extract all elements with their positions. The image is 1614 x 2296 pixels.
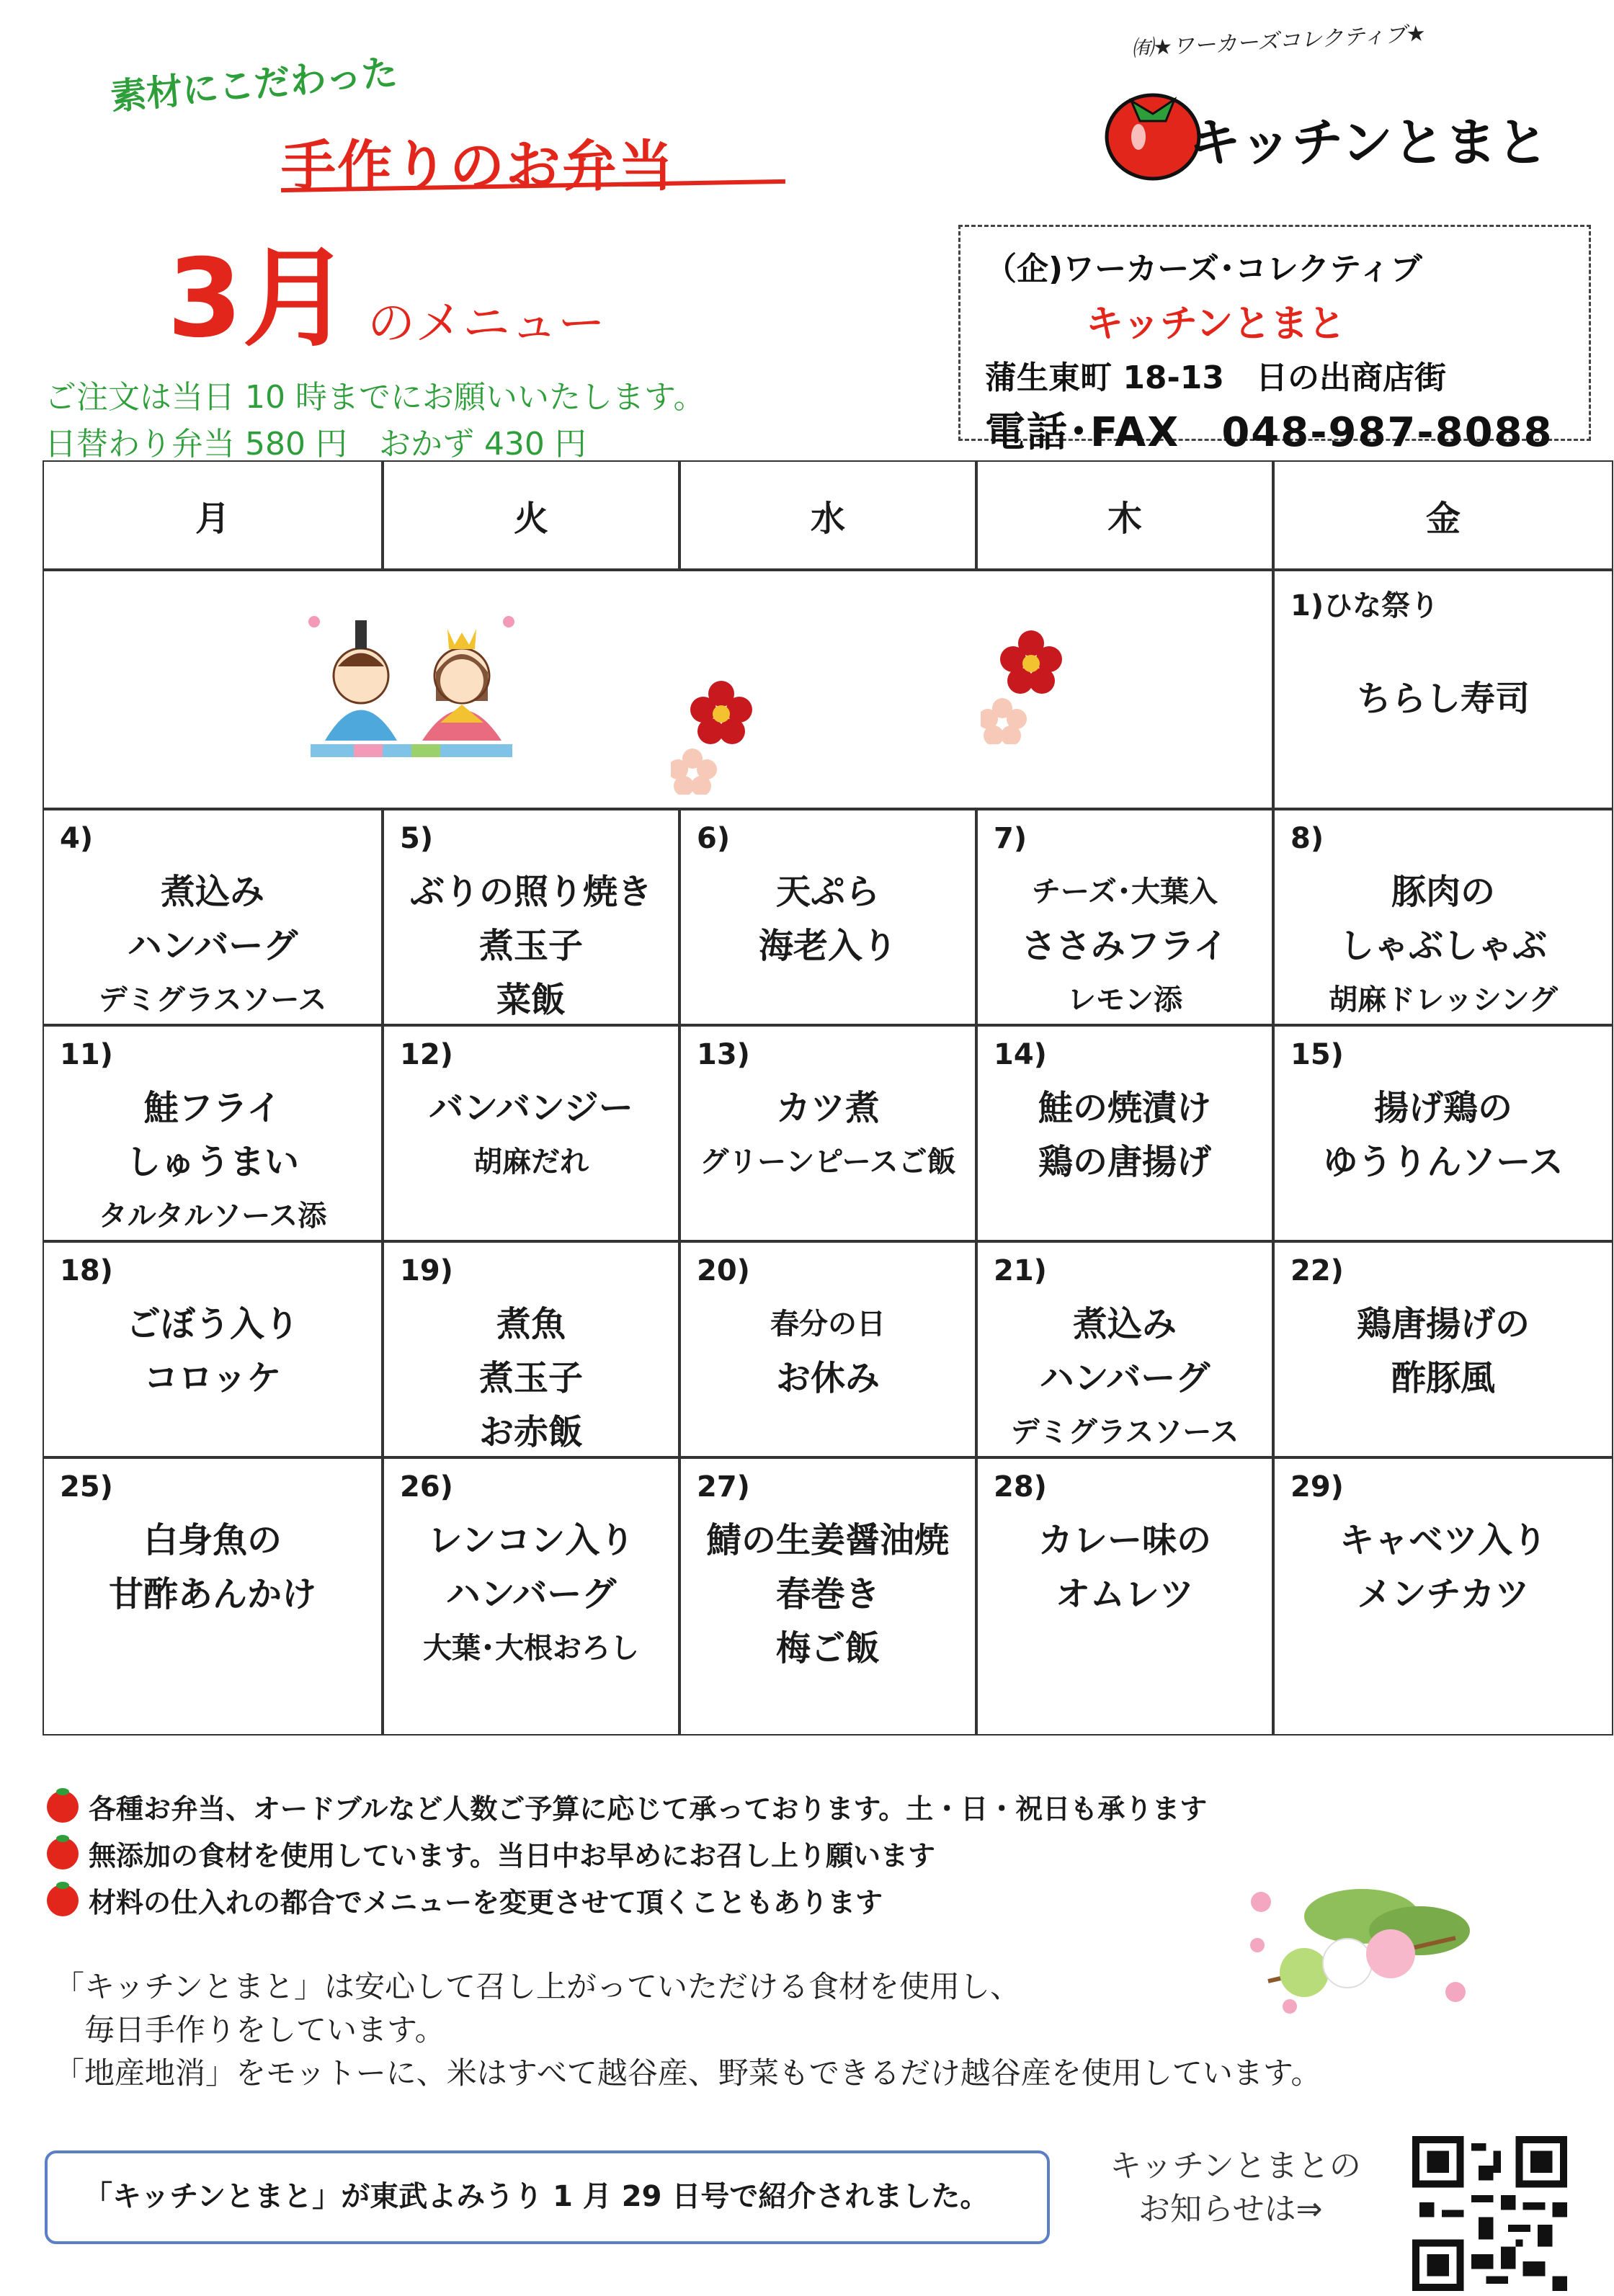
day-number: 21) <box>994 1254 1047 1287</box>
day-number: 8) <box>1290 822 1324 855</box>
menu-item: オムレツ <box>1055 1574 1194 1614</box>
menu-item: 鶏唐揚げの <box>1356 1304 1530 1344</box>
menu-item: 揚げ鶏の <box>1373 1088 1512 1128</box>
menu-item: ハンバーグ <box>1039 1358 1210 1398</box>
tomato-bullet-icon <box>47 1791 79 1823</box>
day-cell <box>383 1025 679 1241</box>
qr-label: キッチンとまとの <box>1110 2148 1361 2184</box>
day-cell <box>679 1025 976 1241</box>
menu-item: お休み <box>775 1358 880 1398</box>
day-cell <box>43 809 383 1025</box>
weekday-tue: 火 <box>383 460 679 570</box>
menu-lines <box>1275 672 1612 726</box>
note-item <box>47 1880 883 1920</box>
logo-name: キッチンとまと <box>1189 112 1548 173</box>
menu-lines <box>44 1297 381 1406</box>
menu-lines <box>1275 1081 1612 1189</box>
day-cell <box>383 809 679 1025</box>
day-number: 11) <box>60 1038 113 1071</box>
day-number: 5) <box>400 822 434 855</box>
menu-item: 甘酢あんかけ <box>108 1574 316 1614</box>
day-number: 18) <box>60 1254 113 1287</box>
dango-sakura-icon <box>1239 1873 1477 2017</box>
day-cell <box>1273 1457 1613 1736</box>
about-line: 毎日手作りをしています。 <box>54 2012 445 2047</box>
menu-item: 胡麻だれ <box>473 1145 589 1179</box>
menu-lines <box>978 1514 1272 1622</box>
plum-blossom-icon <box>671 672 757 795</box>
month-title: 3月 <box>167 236 351 362</box>
menu-item: 春分の日 <box>770 1308 886 1341</box>
menu-lines <box>681 865 975 973</box>
menu-item: 白身魚の <box>143 1520 282 1560</box>
weekday-mon: 月 <box>43 460 383 570</box>
menu-item: 煮魚 <box>496 1304 566 1344</box>
menu-lines <box>681 1297 975 1406</box>
menu-item: タルタルソース添 <box>98 1200 327 1233</box>
menu-item: ごぼう入り <box>125 1304 299 1344</box>
menu-lines <box>384 1081 678 1189</box>
menu-lines <box>44 1081 381 1243</box>
menu-item: ささみフライ <box>1021 926 1229 966</box>
day-number: 29) <box>1290 1470 1344 1504</box>
day-cell <box>1273 1025 1613 1241</box>
menu-item: 酢豚風 <box>1391 1358 1495 1398</box>
menu-calendar <box>43 461 1614 1736</box>
news-box <box>45 2150 1050 2244</box>
menu-lines <box>978 1081 1272 1189</box>
menu-item: カレー味の <box>1038 1520 1211 1560</box>
contact-box <box>958 225 1591 456</box>
menu-item: 鶏の唐揚げ <box>1038 1142 1211 1182</box>
about-line: 「地産地消」をモットーに、米はすべて越谷産、野菜もできるだけ越谷産を使用しています。 <box>54 2055 1321 2091</box>
menu-item: 胡麻ドレッシング <box>1329 983 1558 1017</box>
menu-item: 煮玉子 <box>478 1358 583 1398</box>
menu-item: ハンバーグ <box>127 926 298 966</box>
tomato-bullet-icon <box>47 1885 79 1916</box>
day-number: 26) <box>400 1470 453 1504</box>
menu-item: レモン添 <box>1067 983 1182 1017</box>
day-cell <box>976 1457 1273 1736</box>
day-cell <box>1273 570 1613 809</box>
note-item <box>47 1833 935 1873</box>
menu-item: ハンバーグ <box>445 1574 617 1614</box>
shop-address: 蒲生東町 18-13 日の出商店街 <box>985 359 1447 396</box>
menu-lines <box>44 1514 381 1622</box>
menu-item: キャベツ入り <box>1339 1520 1547 1560</box>
hina-dolls-icon <box>303 600 520 773</box>
about-line: 「キッチンとまと」は安心して召し上がっていただける食材を使用し、 <box>54 1969 1021 2004</box>
day-cell <box>1273 1241 1613 1457</box>
menu-item: 菜飯 <box>496 980 566 1020</box>
day-number: 6) <box>697 822 731 855</box>
menu-item: 梅ご飯 <box>775 1628 880 1669</box>
day-cell <box>679 1457 976 1736</box>
menu-label: のメニュー <box>367 295 605 351</box>
day-cell <box>43 1457 383 1736</box>
tomato-bullet-icon <box>47 1838 79 1870</box>
menu-item: 鯖の生姜醤油焼 <box>706 1520 949 1560</box>
menu-item: デミグラスソース <box>98 983 327 1017</box>
menu-item: しゃぶしゃぶ <box>1339 926 1547 966</box>
note-text: 無添加の食材を使用しています。当日中お早めにお召し上り願います <box>89 1840 935 1872</box>
tagline-main: 手作りのお弁当 <box>281 134 674 198</box>
news-text: 「キッチンとまと」が東武よみうり 1 月 29 日号で紹介されました。 <box>84 2180 989 2213</box>
tagline-top: 素材にこだわった <box>108 51 399 118</box>
day-cell <box>679 809 976 1025</box>
hinamatsuri-decoration <box>43 570 1273 809</box>
menu-lines <box>978 1297 1272 1460</box>
day-cell <box>679 1241 976 1457</box>
menu-lines <box>1275 1514 1612 1622</box>
menu-item: ぶりの照り焼き <box>409 872 652 912</box>
day-number: 25) <box>60 1470 113 1504</box>
day-cell <box>383 1457 679 1736</box>
menu-item: ゆうりんソース <box>1323 1142 1564 1182</box>
menu-item: 煮込み <box>160 872 264 912</box>
menu-item: コロッケ <box>143 1358 282 1398</box>
day-number: 22) <box>1290 1254 1344 1287</box>
plum-blossom-icon <box>981 622 1067 744</box>
menu-lines <box>44 865 381 1027</box>
menu-lines <box>681 1514 975 1676</box>
menu-lines <box>384 1297 678 1460</box>
day-number: 15) <box>1290 1038 1344 1071</box>
weekday-wed: 水 <box>679 460 976 570</box>
menu-item: グリーンピースご飯 <box>700 1145 956 1179</box>
menu-lines <box>384 865 678 1027</box>
menu-lines <box>681 1081 975 1189</box>
qr-label: お知らせは⇒ <box>1138 2191 1323 2228</box>
day-cell <box>976 1241 1273 1457</box>
shop-name: キッチンとまと <box>1086 303 1346 346</box>
day-cell <box>43 1241 383 1457</box>
qr-code-icon[interactable] <box>1412 2136 1567 2291</box>
day-number: 1)ひな祭り <box>1290 589 1440 622</box>
day-number: 13) <box>697 1038 750 1071</box>
day-number: 27) <box>697 1470 750 1504</box>
menu-item: お赤飯 <box>478 1412 583 1452</box>
menu-item: 海老入り <box>758 926 897 966</box>
day-number: 7) <box>994 822 1027 855</box>
menu-item: 豚肉の <box>1391 872 1495 912</box>
order-deadline-note: ご注文は当日 10 時までにお願いいたします。 <box>45 379 705 416</box>
day-number: 28) <box>994 1470 1047 1504</box>
menu-item: 春巻き <box>775 1574 880 1614</box>
menu-item: メンチカツ <box>1357 1574 1530 1614</box>
day-number: 12) <box>400 1038 453 1071</box>
menu-item: しゅうまい <box>125 1142 299 1182</box>
note-text: 材料の仕入れの都合でメニューを変更させて頂くこともあります <box>89 1887 883 1918</box>
weekday-fri: 金 <box>1273 460 1613 570</box>
menu-item: 大葉･大根おろし <box>423 1632 639 1665</box>
menu-lines <box>384 1514 678 1676</box>
menu-item: 天ぷら <box>775 872 880 912</box>
menu-item: デミグラスソース <box>1010 1416 1239 1449</box>
menu-item: バンバンジー <box>429 1088 633 1128</box>
price-note: 日替わり弁当 580 円 おかず 430 円 <box>45 426 587 463</box>
menu-item: チーズ･大葉入 <box>1032 875 1218 908</box>
logo-arc-text: ㈲★ワーカーズコレクティブ★ <box>1131 21 1427 62</box>
note-item <box>47 1787 1207 1826</box>
menu-item: 煮込み <box>1072 1304 1177 1344</box>
menu-lines <box>1275 1297 1612 1406</box>
menu-item: レンコン入り <box>427 1520 635 1560</box>
menu-lines <box>978 865 1272 1027</box>
day-cell <box>43 1025 383 1241</box>
menu-item: 煮玉子 <box>478 926 583 966</box>
org-name: （企)ワーカーズ･コレクティブ <box>985 251 1422 287</box>
day-cell <box>1273 809 1613 1025</box>
menu-lines <box>1275 865 1612 1027</box>
day-number: 20) <box>697 1254 750 1287</box>
day-number: 4) <box>60 822 94 855</box>
weekday-thu: 木 <box>976 460 1273 570</box>
day-cell <box>383 1241 679 1457</box>
shop-phone: 電話･FAX 048-987-8088 <box>985 409 1553 456</box>
day-cell <box>976 1025 1273 1241</box>
day-number: 14) <box>994 1038 1047 1071</box>
day-cell <box>976 809 1273 1025</box>
menu-item: 鮭フライ <box>143 1088 282 1128</box>
menu-item: 鮭の焼漬け <box>1038 1088 1211 1128</box>
note-text: 各種お弁当、オードブルなど人数ご予算に応じて承っております。土・日・祝日も承ります <box>89 1793 1208 1825</box>
menu-item: ちらし寿司 <box>1356 679 1530 719</box>
day-number: 19) <box>400 1254 453 1287</box>
menu-item: カツ煮 <box>775 1088 880 1128</box>
